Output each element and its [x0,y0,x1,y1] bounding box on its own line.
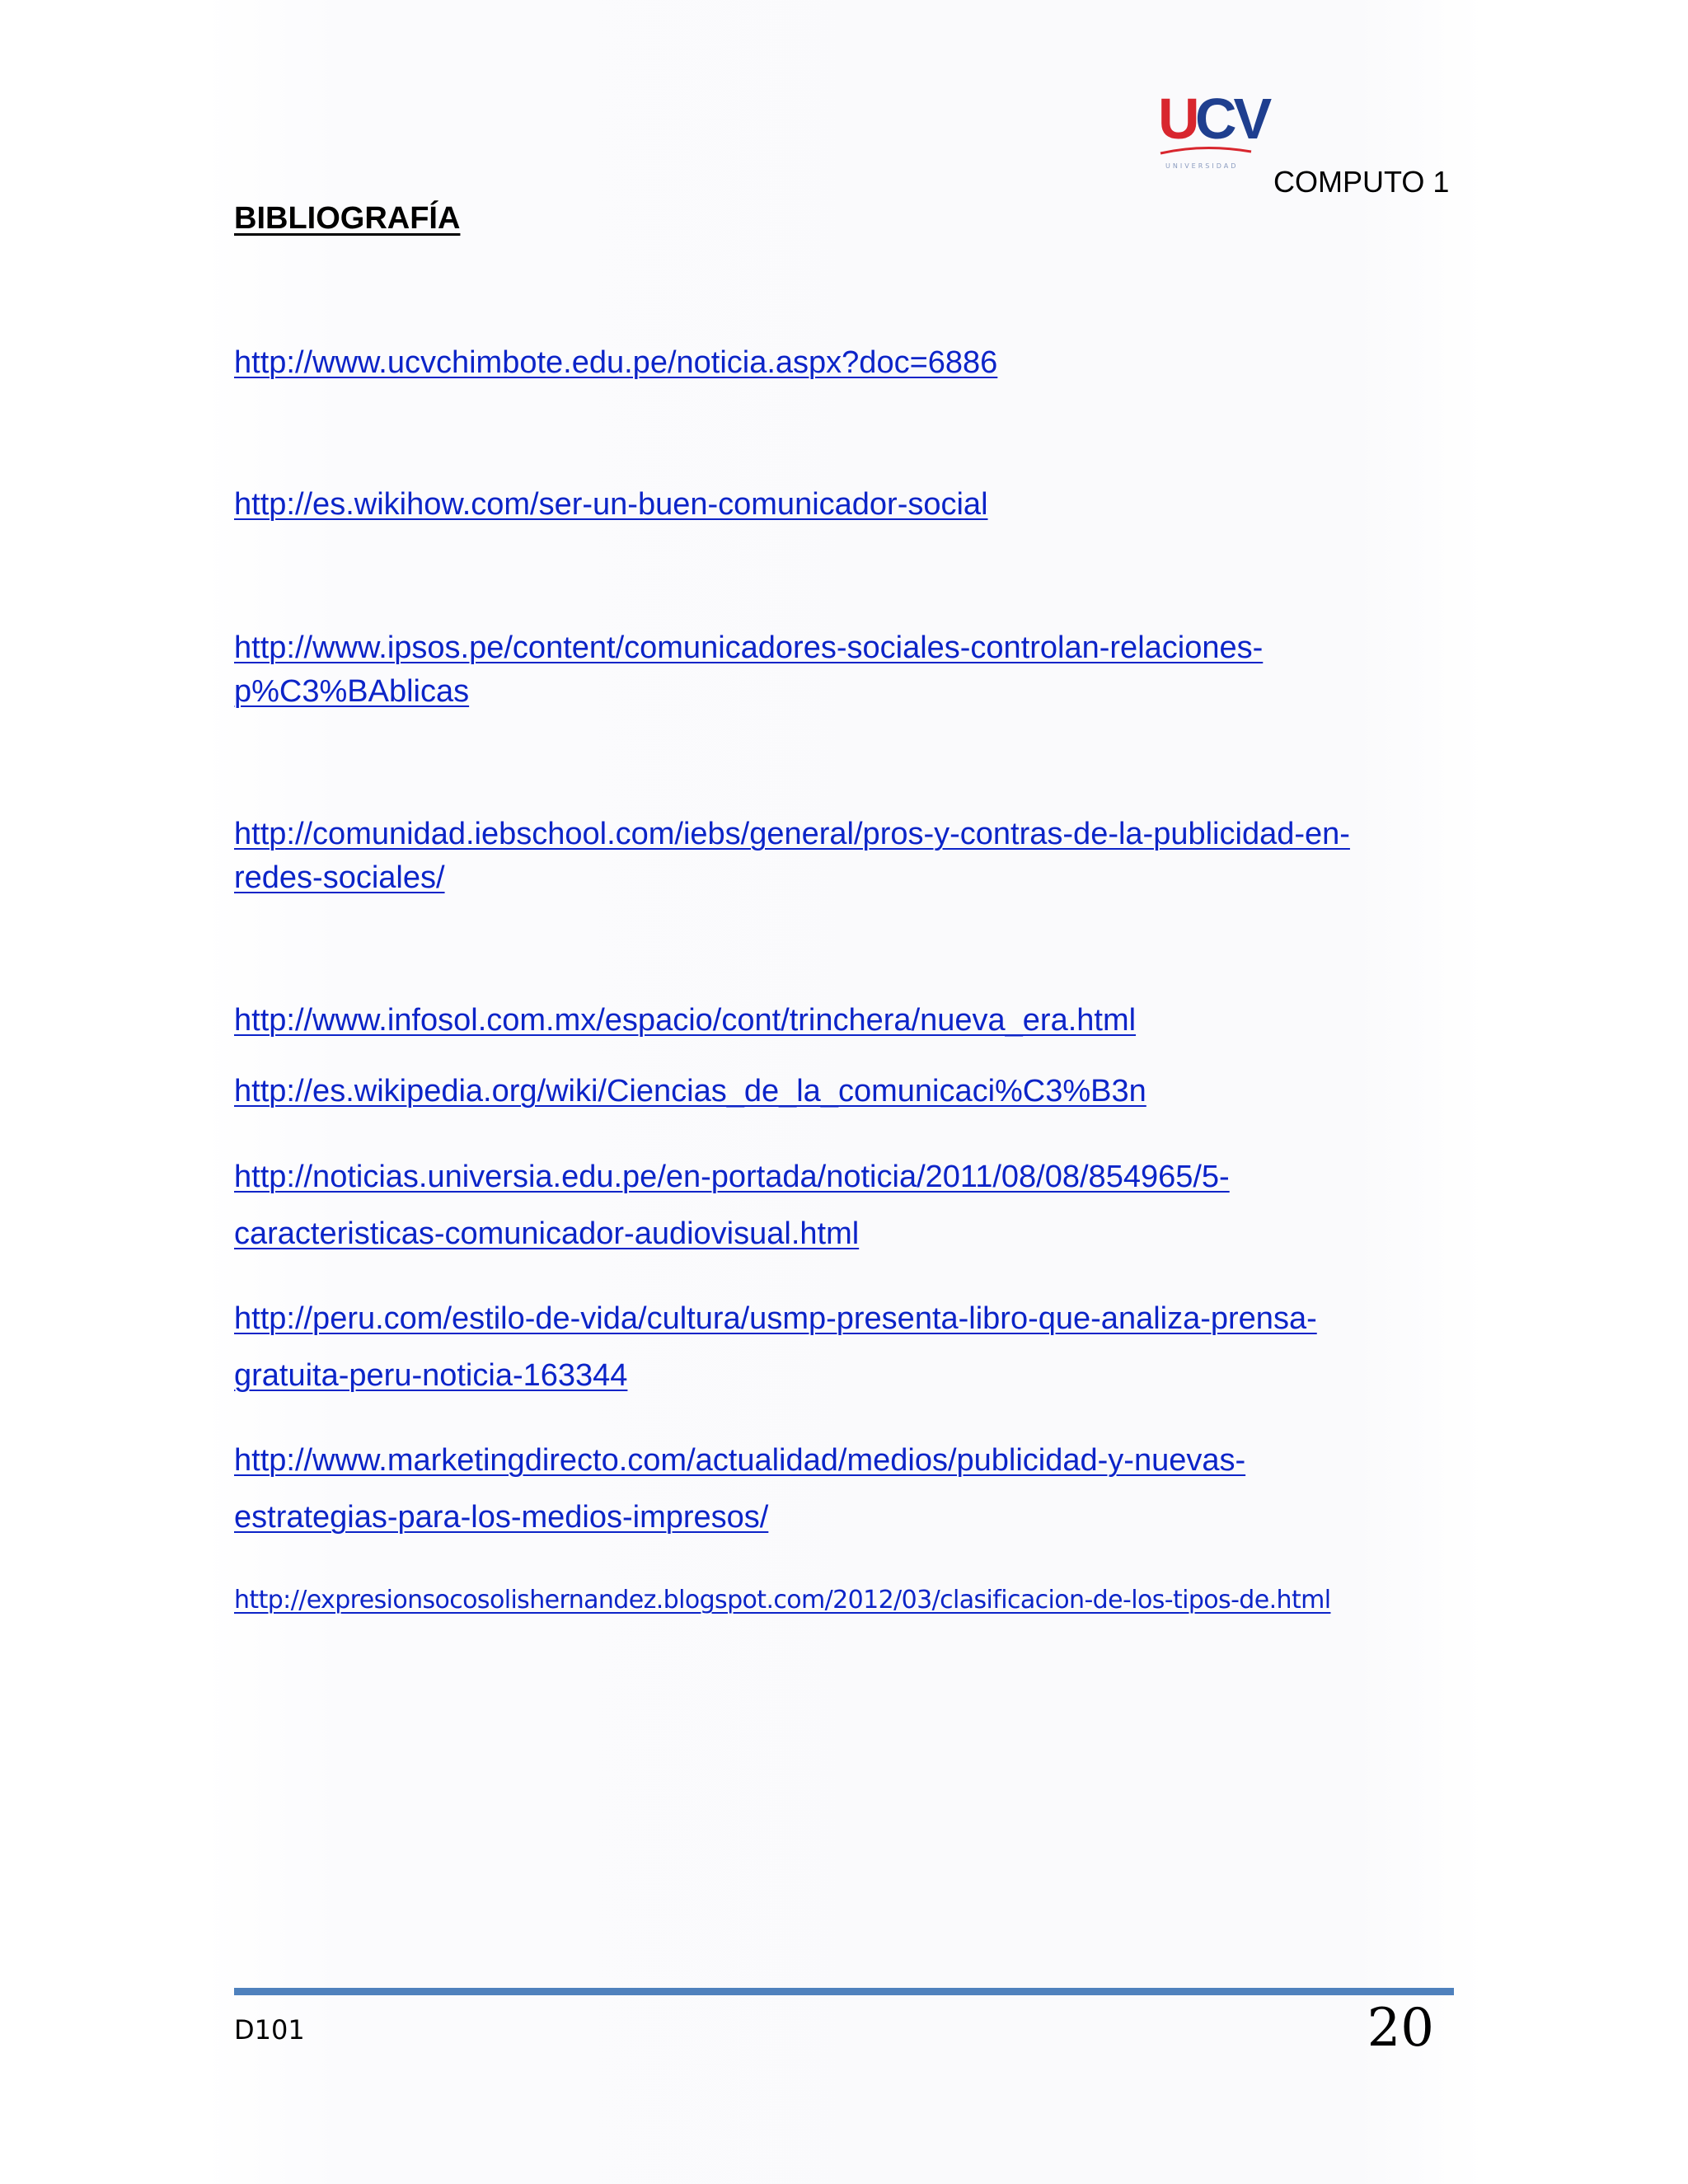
link-text: http://comunidad.iebschool.com/iebs/general/pros-y-contras-de-la-publicidad-en- [234,817,1350,851]
bibliography-link-8[interactable] [234,1291,1454,1404]
footer-rule [234,1988,1454,1995]
bibliography-link-6[interactable] [234,1070,1454,1113]
bibliography-link-2[interactable] [234,483,1454,527]
link-text: http://expresionsocosolishernandez.blogspot.com/2012/03/clasificacion-de-los-tipos-de.html [234,1586,1331,1615]
link-text: http://noticias.universia.edu.pe/en-portada/noticia/2011/08/08/854965/5- [234,1160,1230,1194]
link-text: p%C3%BAblicas [234,674,470,709]
link-text: http://peru.com/estilo-de-vida/cultura/usmp-presenta-libro-que-analiza-prensa- [234,1301,1317,1336]
logo-subtext: UNIVERSIDAD [1165,162,1239,170]
link-text: gratuita-peru-noticia-163344 [234,1358,628,1393]
link-text: caracteristicas-comunicador-audiovisual.html [234,1216,860,1251]
page-number: 20 [1367,1998,1434,2059]
link-text: http://www.infosol.com.mx/espacio/cont/trinchera/nueva_era.html [234,1003,1137,1038]
bibliography-link-10[interactable] [234,1584,1454,1617]
svg-text:U: U [1158,87,1197,151]
bibliography-link-5[interactable] [234,999,1454,1043]
bibliography-link-1[interactable] [234,341,1454,385]
link-text: http://es.wikihow.com/ser-un-buen-comunicador-social [234,487,988,522]
svg-text:CV: CV [1195,87,1269,151]
link-text: http://www.ipsos.pe/content/comunicadores-sociales-controlan-relaciones- [234,630,1264,665]
link-text: http://es.wikipedia.org/wiki/Ciencias_de_la_comunicaci%C3%B3n [234,1074,1146,1108]
bibliography-link-4[interactable] [234,813,1454,900]
bibliography-link-3[interactable] [234,626,1454,714]
link-text: http://www.marketingdirecto.com/actualidad/medios/publicidad-y-nuevas- [234,1443,1246,1478]
footer-code: D101 [234,2014,305,2046]
link-text: estrategias-para-los-medios-impresos/ [234,1500,769,1535]
ucv-logo [1154,82,1269,181]
bibliography-link-7[interactable] [234,1149,1454,1263]
bibliography-heading: BIBLIOGRAFÍA [234,201,461,236]
bibliography-link-9[interactable] [234,1432,1454,1546]
link-text: http://www.ucvchimbote.edu.pe/noticia.aspx?doc=6886 [234,345,998,380]
link-text: redes-sociales/ [234,860,445,895]
header-title: COMPUTO 1 [1273,165,1450,199]
